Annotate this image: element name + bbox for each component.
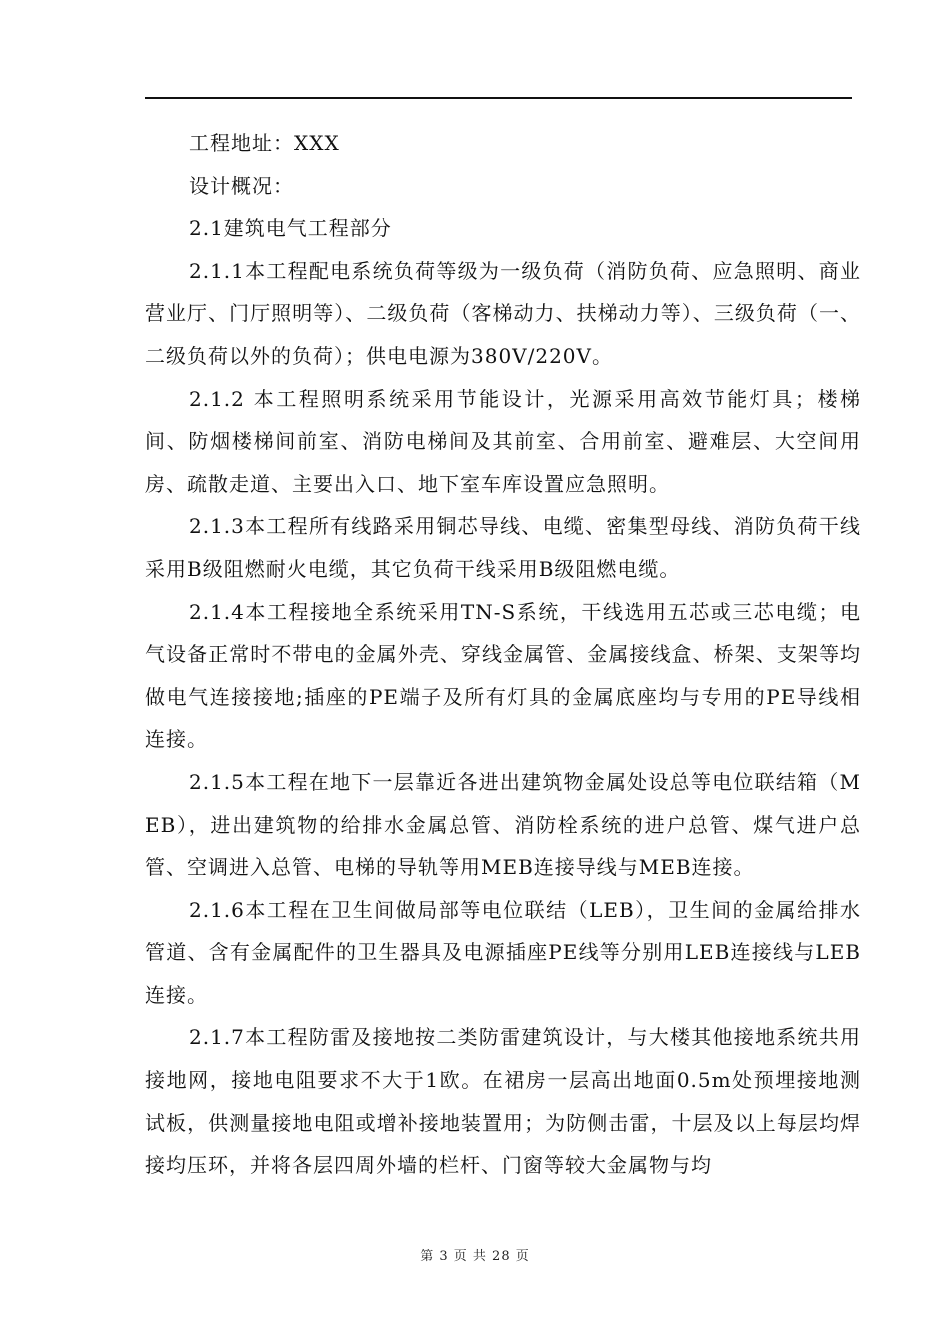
paragraph-2-1-4: 2.1.4本工程接地全系统采用TN-S系统，干线选用五芯或三芯电缆；电气设备正常时不带电的金属外壳、穿线金属管、金属接线盒、桥架、支架等均做电气连接接地;插座的PE端子及所有灯具的金属底座均与专用的PE导线相连接。	[145, 599, 861, 752]
paragraph-address: 工程地址：XXX	[189, 131, 340, 155]
header-rule	[145, 97, 852, 99]
paragraph-2-1-5: 2.1.5本工程在地下一层靠近各进出建筑物金属处设总等电位联结箱（MEB），进出建筑物的给排水金属总管、消防栓系统的进户总管、煤气进户总管、空调进入总管、电梯的导轨等用MEB连接导线与MEB连接。	[145, 769, 861, 880]
paragraph-2-1-3: 2.1.3本工程所有线路采用铜芯导线、电缆、密集型母线、消防负荷干线采用B级阻燃耐火电缆，其它负荷干线采用B级阻燃电缆。	[145, 514, 861, 581]
paragraph-2-1-1: 2.1.1本工程配电系统负荷等级为一级负荷（消防负荷、应急照明、商业营业厅、门厅照明等）、二级负荷（客梯动力、扶梯动力等）、三级负荷（一、二级负荷以外的负荷）；供电电源为380V/220V。	[145, 258, 861, 368]
paragraph-2-1-7: 2.1.7本工程防雷及接地按二类防雷建筑设计，与大楼其他接地系统共用接地网，接地电阻要求不大于1欧。在裙房一层高出地面0.5m处预埋接地测试板，供测量接地电阻或增补接地装置用；为防侧击雷，十层及以上每层均焊接均压环，并将各层四周外墙的栏杆、门窗等较大金属物与均	[145, 1025, 861, 1178]
paragraph-overview-heading: 设计概况：	[189, 173, 294, 198]
page-number-footer: 第 3 页 共 28 页	[420, 1249, 530, 1264]
section-heading-2-1: 2.1建筑电气工程部分	[189, 216, 392, 241]
paragraph-2-1-2: 2.1.2 本工程照明系统采用节能设计，光源采用高效节能灯具；楼梯间、防烟楼梯间前室、消防电梯间及其前室、合用前室、避难层、大空间用房、疏散走道、主要出入口、地下室车库设置应急照明。	[145, 386, 861, 496]
document-body	[145, 122, 861, 1187]
paragraph-2-1-6: 2.1.6本工程在卫生间做局部等电位联结（LEB），卫生间的金属给排水管道、含有金属配件的卫生器具及电源插座PE线等分别用LEB连接线与LEB连接。	[145, 897, 861, 1007]
